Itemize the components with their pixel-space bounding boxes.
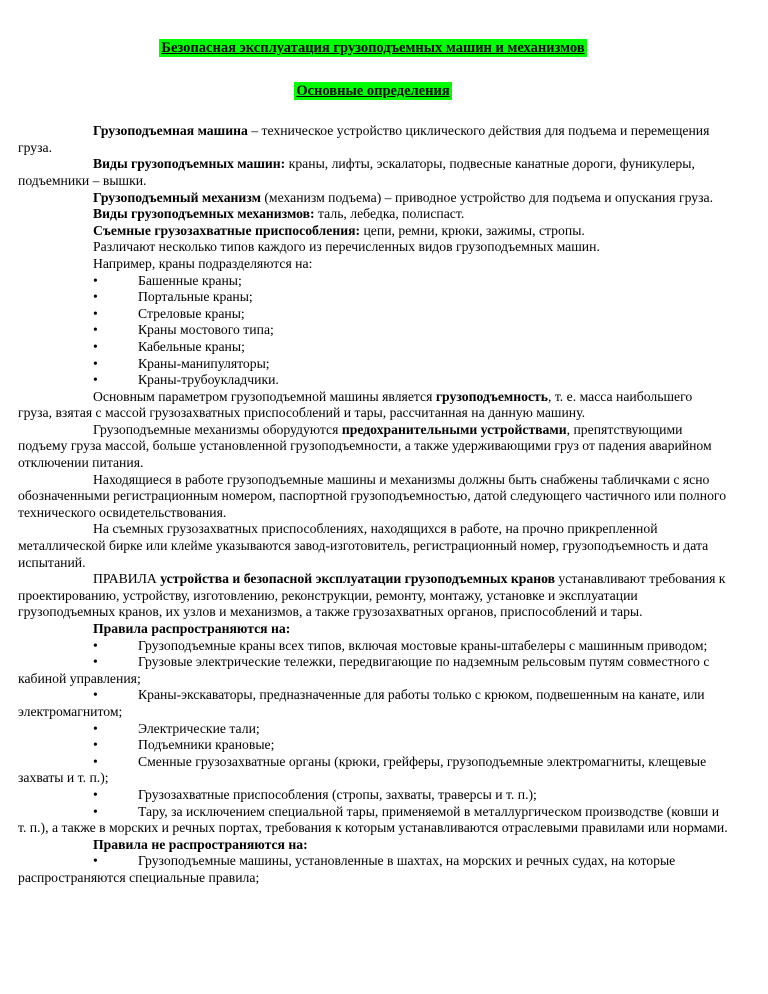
document-page	[18, 40, 728, 887]
list-item: • Грузоподъемные краны всех типов, включая мостовые краны-штабелеры с машинным приводом;	[18, 638, 728, 655]
paragraph: Грузоподъемный механизм (механизм подъема) – приводное устройство для подъема и опускания груза.	[93, 189, 714, 205]
list-item: • Краны-трубоукладчики.	[18, 372, 728, 389]
list-item: • Краны-манипуляторы;	[18, 356, 728, 373]
section-title: Основные определения	[296, 82, 450, 99]
applies-list	[18, 638, 728, 837]
list-item: • Башенные краны;	[18, 273, 728, 290]
list-item: • Электрические тали;	[18, 721, 728, 738]
document-title: Безопасная эксплуатация грузоподъемных машин и механизмов	[161, 40, 585, 56]
applies-heading: Правила распространяются на:	[93, 621, 291, 636]
list-item: • Кабельные краны;	[18, 339, 728, 356]
list-item: • Краны мостового типа;	[18, 322, 728, 339]
list-item: • Подъемники крановые;	[18, 737, 728, 754]
list-item: • Грузозахватные приспособления (стропы, захваты, траверсы и т. п.);	[18, 787, 728, 804]
paragraph: Находящиеся в работе грузоподъемные машины и механизмы должны быть снабжены табличками с ясно обозначенными регистрационным номером, паспортной грузоподъемностью, датой следующего частичного или полного технического освидетельствования.	[18, 471, 727, 520]
paragraph: ПРАВИЛА устройства и безопасной эксплуатации грузоподъемных кранов устанавливают требования к проектированию, устройству, изготовлению, реконструкции, ремонту, монтажу, установке и эксплуатации грузоподъемных кранов, их узлов и механизмов, а также грузозахватных органов, приспособлений и тары.	[18, 571, 726, 620]
paragraph: Грузоподъемная машина – техническое устройство циклического действия для подъема и перемещения груза.	[18, 123, 710, 155]
not-applies-heading: Правила не распространяются на:	[93, 836, 308, 852]
paragraph: Например, краны подразделяются на:	[93, 255, 313, 271]
list-item: • Сменные грузозахватные органы (крюки, грейферы, грузоподъемные электромагниты, клещевые захваты и т. п.);	[18, 754, 728, 787]
list-item: • Краны-экскаваторы, предназначенные для работы только с крюком, подвешенным на канате, или электромагнитом;	[18, 687, 728, 720]
paragraph: Виды грузоподъемных механизмов: таль, лебедка, полиспаст.	[93, 206, 465, 222]
crane-types-list	[18, 273, 728, 389]
list-item: • Стреловые краны;	[18, 306, 728, 323]
paragraph: Грузоподъемные механизмы оборудуются предохранительными устройствами, препятствующими подъему груза массой, больше установленной грузоподъемности, а также удерживающими груз от падения аварийном отключении питания.	[18, 421, 712, 471]
paragraph: Различают несколько типов каждого из перечисленных видов грузоподъемных машин.	[93, 239, 600, 255]
paragraph: На съемных грузозахватных приспособлениях, находящихся в работе, на прочно прикрепленной металлической бирке или клейме указываются завод-изготовитель, регистрационный номер, грузоподъемность и дата испытаний.	[18, 521, 709, 570]
paragraph: Съемные грузозахватные приспособления: цепи, ремни, крюки, зажимы, стропы.	[93, 222, 585, 238]
list-item: • Грузоподъемные машины, установленные в шахтах, на морских и речных судах, на которые распространяются специальные правила;	[18, 853, 728, 886]
paragraph: Основным параметром грузоподъемной машины является грузоподъемность, т. е. масса наибольшего груза, взятая с массой грузозахватных приспособлений и тары, рассчитанная на данную машину.	[18, 388, 693, 421]
paragraph: Виды грузоподъемных машин: краны, лифты, эскалаторы, подвесные канатные дороги, фуникулеры, подъемники – вышки.	[18, 156, 695, 188]
list-item: • Портальные краны;	[18, 289, 728, 306]
list-item: • Грузовые электрические тележки, передвигающие по надземным рельсовым путям совместного с кабиной управления;	[18, 654, 728, 687]
not-applies-list	[18, 853, 728, 886]
list-item: • Тару, за исключением специальной тары, применяемой в металлургическом производстве (ковши и т. п.), а также в морских и речных портах, требования к которым устанавливаются отраслевыми правилами или нормами.	[18, 804, 728, 837]
